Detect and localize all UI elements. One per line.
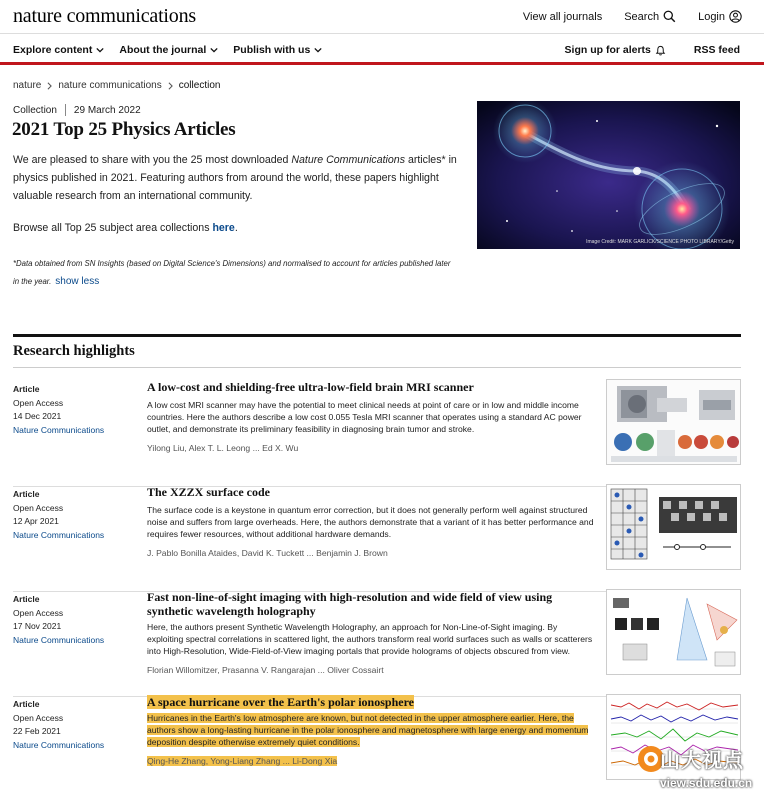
- article-description: The surface code is a keystone in quantum error correction, but it does not generally perform well against structured noise and suffers from large overheads. Here, the authors demonstrate that a variant of it has better performance and requires fewer resources, without additional hardware demands.: [147, 505, 594, 539]
- page-title: 2021 Top 25 Physics Articles: [12, 119, 236, 140]
- top-links: [501, 10, 742, 23]
- footnote: [13, 255, 453, 291]
- access-badge: Open Access: [13, 502, 64, 513]
- article-date: 22 Feb 2021: [13, 726, 61, 736]
- article-meta: [13, 593, 133, 647]
- intro-text-end: articles* in physics published in 2021. Featuring authors from around the world, these papers highlight valuable research from an international community.: [13, 154, 457, 202]
- article-date: 12 Apr 2021: [13, 516, 59, 526]
- site-logo[interactable]: nature communications: [13, 5, 196, 27]
- article-card: [13, 695, 741, 800]
- article-thumbnail[interactable]: [606, 379, 741, 465]
- breadcrumb-item-journal[interactable]: nature communications: [58, 80, 162, 91]
- article-card: [13, 485, 741, 592]
- view-all-journals-label: View all journals: [522, 10, 603, 23]
- show-less-link[interactable]: show less: [55, 276, 100, 287]
- nav-about-journal[interactable]: [119, 44, 218, 56]
- chevron-down-icon: [210, 47, 218, 53]
- article-type: Article: [13, 384, 40, 394]
- user-icon: [729, 10, 742, 23]
- article-card: [13, 590, 741, 697]
- article-title-link[interactable]: A low-cost and shielding-free ultra-low-field brain MRI scanner: [147, 380, 474, 394]
- browse-end: .: [234, 222, 238, 234]
- chevron-down-icon: [314, 47, 322, 53]
- holography-figure: [607, 590, 741, 675]
- intro-text-start: We are pleased to share with you the 25 most downloaded: [13, 154, 292, 166]
- article-authors: Florian Willomitzer, Prasanna V. Rangarajan ... Oliver Cossairt: [147, 665, 384, 675]
- watermark: [636, 728, 764, 800]
- alerts-signup-link[interactable]: [565, 44, 666, 56]
- view-all-journals-link[interactable]: [523, 10, 602, 23]
- breadcrumb-item-nature[interactable]: nature: [13, 80, 42, 91]
- journal-link[interactable]: Nature Communications: [13, 739, 105, 750]
- collection-type: Collection: [13, 104, 57, 116]
- article-authors: [147, 756, 337, 766]
- article-date: 17 Nov 2021: [13, 621, 62, 631]
- browse-collections: [13, 222, 238, 234]
- journal-link[interactable]: Nature Communications: [13, 424, 105, 435]
- breadcrumb-item-current: collection: [178, 80, 221, 91]
- rss-feed-link[interactable]: [694, 44, 740, 56]
- browse-here-link[interactable]: here: [212, 222, 235, 234]
- authors-highlight: Qing-He Zhang, Yong-Liang Zhang ... Li-Dong Xia: [147, 756, 338, 766]
- article-title-link[interactable]: [147, 695, 593, 709]
- watermark-url: view.sdu.edu.cn: [660, 776, 753, 790]
- nav-publish-with-us[interactable]: [233, 44, 322, 56]
- article-type: Article: [13, 699, 40, 709]
- image-credit: Image Credit: MARK GARLICK/SCIENCE PHOTO LIBRARY/Getty: [586, 239, 734, 245]
- collection-intro: [13, 151, 463, 205]
- hero-image: [477, 101, 740, 249]
- section-divider: [13, 367, 741, 368]
- nav-explore-content[interactable]: [13, 44, 104, 56]
- article-thumbnail[interactable]: [606, 484, 741, 570]
- nav-publish-label: Publish with us: [233, 44, 311, 56]
- article-title-link[interactable]: Fast non-line-of-sight imaging with high-resolution and wide field of view using synthetic wavelength holography: [147, 590, 553, 618]
- hero-illustration: [477, 101, 740, 249]
- research-highlights-heading: Research highlights: [13, 343, 135, 359]
- search-icon: [663, 10, 676, 23]
- title-highlight: A space hurricane over the Earth's polar ionosphere: [147, 695, 414, 709]
- nav-explore-label: Explore content: [13, 44, 93, 56]
- article-authors: Yilong Liu, Alex T. L. Leong ... Ed X. Wu: [147, 443, 299, 453]
- breadcrumb: [13, 80, 220, 91]
- browse-text: Browse all Top 25 subject area collections: [13, 222, 213, 234]
- search-label: Search: [624, 10, 660, 23]
- access-badge: Open Access: [13, 712, 64, 723]
- section-rule: [13, 334, 741, 337]
- watermark-text: 山大视点: [660, 750, 744, 772]
- surface-code-figure: [607, 485, 741, 570]
- intro-journal-name: Nature Communications: [291, 154, 405, 166]
- article-description: [147, 713, 595, 748]
- chevron-right-icon: [47, 82, 52, 90]
- top-bar: [0, 0, 764, 34]
- bell-icon: [655, 45, 666, 56]
- mri-scanner-figure: [607, 380, 741, 465]
- collection-meta: [13, 104, 141, 116]
- meta-divider: [65, 104, 66, 116]
- main-nav: [0, 35, 764, 65]
- collection-date: 29 March 2022: [73, 104, 141, 116]
- article-meta: [13, 698, 133, 752]
- article-type: Article: [13, 489, 40, 499]
- chevron-right-icon: [168, 82, 173, 90]
- article-card: [13, 380, 741, 487]
- login-label: Login: [698, 10, 725, 23]
- access-badge: Open Access: [13, 607, 64, 618]
- chevron-down-icon: [96, 47, 104, 53]
- article-title-link[interactable]: The XZZX surface code: [147, 485, 270, 499]
- footnote-text: *Data obtained from SN Insights (based on Digital Science's Dimensions) and normalised to account for articles published later in the year.: [13, 259, 451, 286]
- description-highlight: Hurricanes in the Earth's low atmosphere are known, but not detected in the upper atmosphere earlier. Here, the authors show a long-lasting hurricane in the polar ionosphere and magnetosphere with large energy and momentum deposition despite otherwise extremely quiet conditions.: [147, 713, 589, 747]
- article-meta: [13, 488, 133, 542]
- article-meta: [13, 383, 133, 437]
- rss-label: RSS feed: [693, 44, 740, 56]
- login-button[interactable]: [698, 10, 742, 23]
- article-thumbnail[interactable]: [606, 589, 741, 675]
- journal-link[interactable]: Nature Communications: [13, 529, 105, 540]
- alerts-label: Sign up for alerts: [564, 44, 651, 56]
- journal-link[interactable]: Nature Communications: [13, 634, 105, 645]
- article-type: Article: [13, 594, 40, 604]
- access-badge: Open Access: [13, 397, 64, 408]
- nav-about-label: About the journal: [119, 44, 207, 56]
- article-description: Here, the authors present Synthetic Wavelength Holography, an approach for Non-Line-of-Sight imaging. By exploiting spectral correlations in scattered light, the authors transform real world surfaces such as walls or scatterers into High-Resolution, Wide-Field-of-View imaging portals that provide holograms of objects obscured from view.: [147, 622, 593, 656]
- search-button[interactable]: [624, 10, 676, 23]
- article-date: 14 Dec 2021: [13, 411, 62, 421]
- article-description: A low cost MRI scanner may have the potential to meet clinical needs at point of care or in low and middle income countries. Here the authors describe a low cost 0.055 Tesla MRI scanner that operates using a standard AC power outlet, and demonstrate its preliminary feasibility in diagnosing brain tumor and stroke.: [147, 400, 582, 434]
- article-authors: J. Pablo Bonilla Ataides, David K. Tuckett ... Benjamin J. Brown: [147, 548, 388, 558]
